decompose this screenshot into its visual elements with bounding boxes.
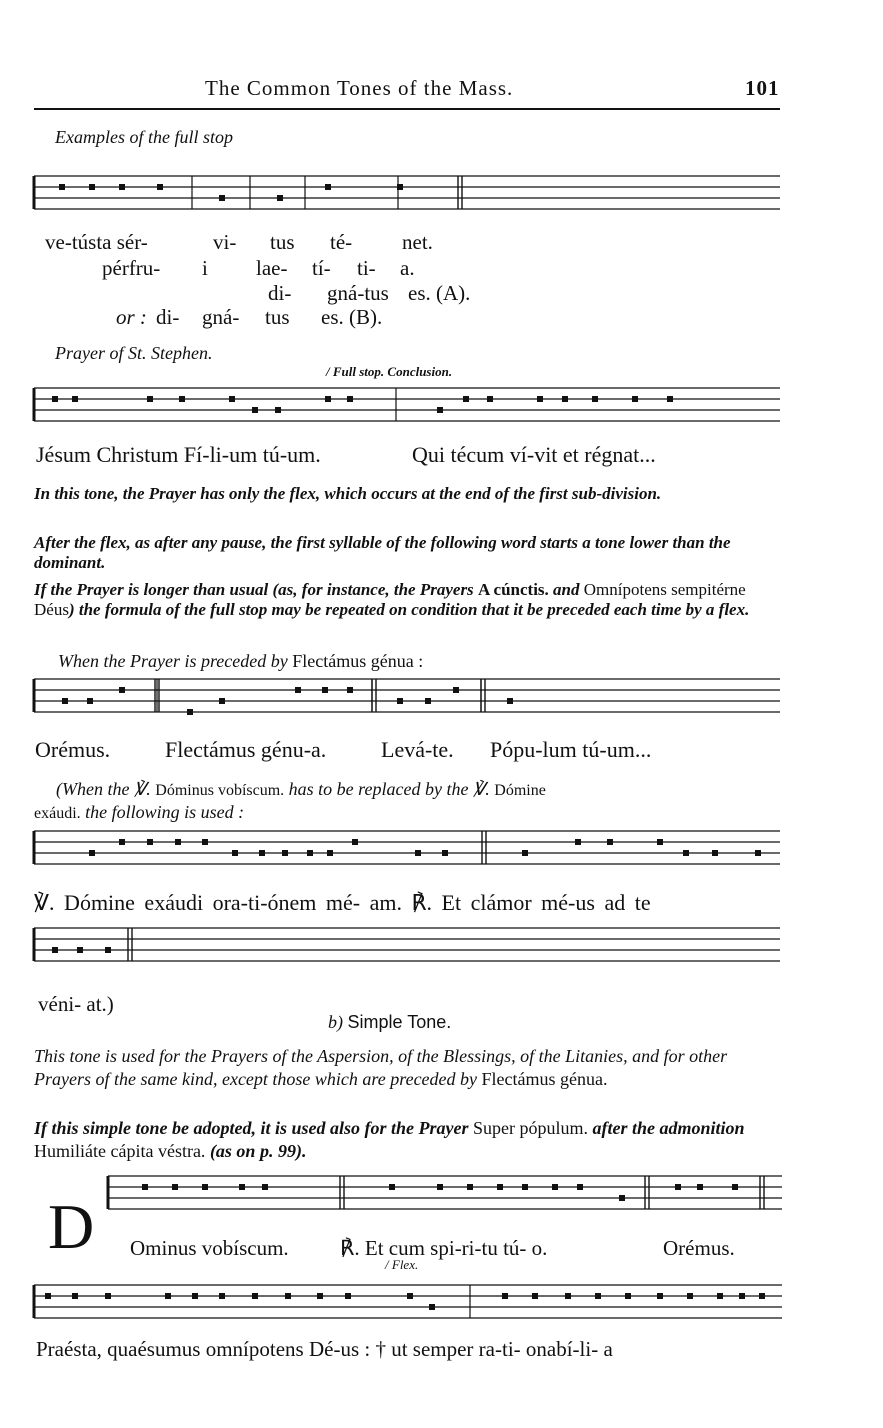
neume [397,698,403,704]
domine-lyric: ℣. Dómine exáudi ora-ti-ónem mé- am. ℟. Et clámor mé-us ad te [34,890,651,915]
flectamus-lyric-4: Pópu-lum tú-um... [490,737,652,762]
neume [77,947,83,953]
neume [89,184,95,190]
neume [397,184,403,190]
example-row-2: pérfru- i lae- tí- ti- a. [102,256,415,280]
stephen-lyric-left: Jésum Christum Fí-li-um tú-um. [36,442,321,467]
neume [592,396,598,402]
examples-caption: Examples of the full stop [55,127,233,147]
neume [347,687,353,693]
neume [755,850,761,856]
domine-caption-2: exáudi. the following is used : [34,802,245,822]
neume [192,1293,198,1299]
neume [219,1293,225,1299]
neume [739,1293,745,1299]
neume [625,1293,631,1299]
neume [552,1184,558,1190]
simple-lyric-3: Orémus. [663,1236,735,1260]
neume [259,850,265,856]
neume [325,396,331,402]
neume [502,1293,508,1299]
neume [537,396,543,402]
neume [262,1184,268,1190]
neume [632,396,638,402]
neume [325,184,331,190]
neume [72,1293,78,1299]
neume [619,1195,625,1201]
neume [275,407,281,413]
neume [105,947,111,953]
neume [142,1184,148,1190]
neume [575,839,581,845]
note-flex: In this tone, the Prayer has only the flex, which occurs at the end of the first sub-division. [34,484,662,503]
neume [732,1184,738,1190]
neume [759,1293,765,1299]
flectamus-lyric-1: Orémus. [35,737,111,762]
example-row-3: di- gná-tus es. (A). [268,281,471,305]
neume [202,1184,208,1190]
neume [712,850,718,856]
neume [219,195,225,201]
neume [522,850,528,856]
neume [425,698,431,704]
simple-lyric-2: ℟. Et cum spi-ri-tu tú- o. [340,1236,548,1260]
neume [522,1184,528,1190]
neume [165,1293,171,1299]
neume [487,396,493,402]
flectamus-caption: When the Prayer is preceded by Flectámus génua : [58,651,424,671]
neume [507,698,513,704]
neume [352,839,358,845]
neume [407,1293,413,1299]
neume [72,396,78,402]
running-title: The Common Tones of the Mass. [205,76,514,100]
neume [179,396,185,402]
neume [119,839,125,845]
neume [119,687,125,693]
domine-caption: (When the ℣. Dóminus vobíscum. has to be replaced by the ℣. Dómine [56,779,546,799]
neume [239,1184,245,1190]
neume [317,1293,323,1299]
neume [45,1293,51,1299]
neume [607,839,613,845]
flectamus-lyric-2: Flectámus génu-a. [165,737,327,762]
neume [62,698,68,704]
drop-cap: D [48,1191,95,1262]
neume [282,850,288,856]
neume [497,1184,503,1190]
neume [147,839,153,845]
note-longer-prayer: If the Prayer is longer than usual (as, for instance, the Prayers A cúnctis. and Omnípotens sempitérne Déus) the formula of the full stop may be repeated on condition that it be preceded each time by a flex. [34,580,750,619]
neume [172,1184,178,1190]
flectamus-lyric-3: Levá-te. [381,737,454,762]
neume [52,396,58,402]
neume [119,184,125,190]
note-after-flex: After the flex, as after any pause, the first syllable of the following word starts a tone lower than the dominant. [34,533,731,572]
neume [187,709,193,715]
neume [175,839,181,845]
neume [697,1184,703,1190]
neume [577,1184,583,1190]
neume [565,1293,571,1299]
neume [437,1184,443,1190]
neume [687,1293,693,1299]
neume [87,698,93,704]
neume [667,396,673,402]
neume [147,396,153,402]
example-row-1: ve-tústa sér- vi- tus té- net. [45,230,433,254]
stephen-caption: Prayer of St. Stephen. [55,343,213,363]
neume [285,1293,291,1299]
neume [463,396,469,402]
neume [327,850,333,856]
example-row-4: or : di- gná- tus es. (B). [116,305,383,329]
neume [437,407,443,413]
neume [453,687,459,693]
neume [415,850,421,856]
flex-label: / Flex. [385,1257,419,1272]
neume [442,850,448,856]
neume [675,1184,681,1190]
neume [229,396,235,402]
stephen-lyric-right: Qui técum ví-vit et régnat... [412,442,656,467]
simple-tone-heading: b) Simple Tone. [328,1012,452,1032]
neume [429,1304,435,1310]
simple-lyric-4: Praésta, quaésumus omnípotens Dé-us : † ut semper ra-ti- onabí-li- a [36,1337,613,1361]
neume [252,407,258,413]
neume [657,1293,663,1299]
stephen-label: / Full stop. Conclusion. [326,364,453,379]
simple-lyric-1: Ominus vobíscum. [130,1236,289,1260]
neume [562,396,568,402]
neume [532,1293,538,1299]
neume [232,850,238,856]
neume [467,1184,473,1190]
page-number: 101 [745,76,780,100]
neume [322,687,328,693]
neume [717,1293,723,1299]
neume [52,947,58,953]
neume [657,839,663,845]
neume [307,850,313,856]
domine-lyric-end: véni- at.) [38,992,114,1016]
neume [252,1293,258,1299]
neume [295,687,301,693]
neume [345,1293,351,1299]
neume [157,184,163,190]
neume [105,1293,111,1299]
simple-tone-para-2: If this simple tone be adopted, it is used also for the Prayer Super pópulum. after the admonition Humiliáte cápita véstra. (as on p. 99). [34,1118,745,1161]
simple-tone-para-1: This tone is used for the Prayers of the Aspersion, of the Blessings, of the Litanies, and for other Prayers of the same kind, except those which are preceded by Flectámus génua. [34,1046,728,1089]
neume [683,850,689,856]
neume [202,839,208,845]
neume [277,195,283,201]
neume [347,396,353,402]
neume [59,184,65,190]
neume [389,1184,395,1190]
neume [219,698,225,704]
neume [595,1293,601,1299]
neume [89,850,95,856]
